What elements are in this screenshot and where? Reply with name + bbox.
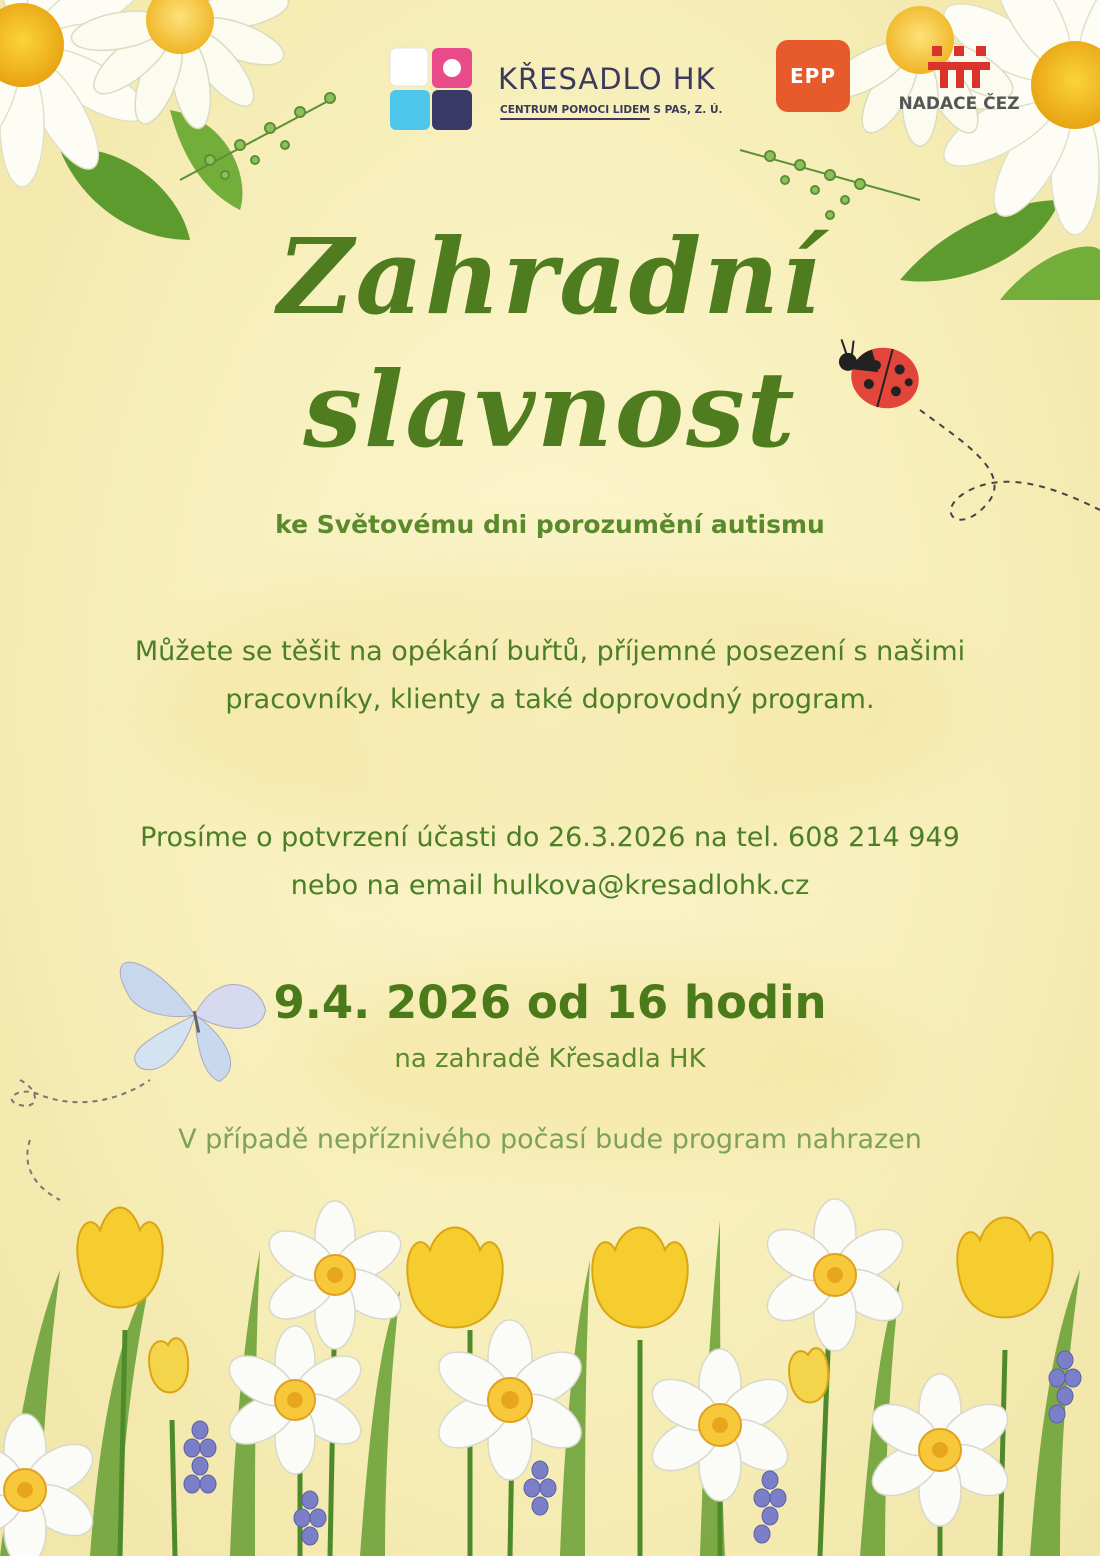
- tulip-icon: [77, 1208, 162, 1308]
- epp-logo: EPP: [776, 40, 850, 112]
- narcissus-icon: [261, 1201, 409, 1349]
- nadace-cez-logo: [892, 36, 1026, 120]
- event-date-time: 9.4. 2026 od 16 hodin: [273, 976, 827, 1029]
- rsvp-paragraph: Prosíme o potvrzení účasti do 26.3.2026 na tel. 608 214 949 nebo na email hulkova@kresadlohk.cz: [140, 822, 960, 901]
- subtitle: ke Světovému dni porozumění autismu: [275, 510, 825, 539]
- grape-hyacinth-icon: [754, 1471, 786, 1543]
- kresadlo-logo: [388, 44, 723, 136]
- tulip-icon: [407, 1228, 502, 1328]
- kresadlo-logo-mark: [388, 44, 478, 134]
- kresadlo-name: KŘESADLO HK: [498, 62, 716, 96]
- cez-logo-mark: [892, 36, 1026, 92]
- kresadlo-tagline: CENTRUM POMOCI LIDEM S PAS, Z. Ú.: [500, 104, 723, 116]
- kresadlo-underline: [500, 118, 650, 120]
- grape-hyacinth-icon: [184, 1421, 216, 1493]
- grape-hyacinth-icon: [524, 1461, 556, 1515]
- narcissus-icon: [0, 1414, 101, 1556]
- tulip-icon: [957, 1218, 1052, 1318]
- event-place: na zahradě Křesadla HK: [394, 1044, 706, 1074]
- tulip-icon: [592, 1228, 687, 1328]
- nadace-cez-label: NADACE ČEZ: [898, 94, 1020, 114]
- title-line-1: Zahradní: [277, 215, 823, 338]
- intro-paragraph: Můžete se těšit na opékání buřtů, příjemné posezení s našimi pracovníky, klienty a také doprovodný program.: [134, 636, 966, 715]
- title-line-2: slavnost: [303, 348, 797, 471]
- weather-note: V případě nepříznivého počasí bude program nahrazen: [178, 1124, 922, 1155]
